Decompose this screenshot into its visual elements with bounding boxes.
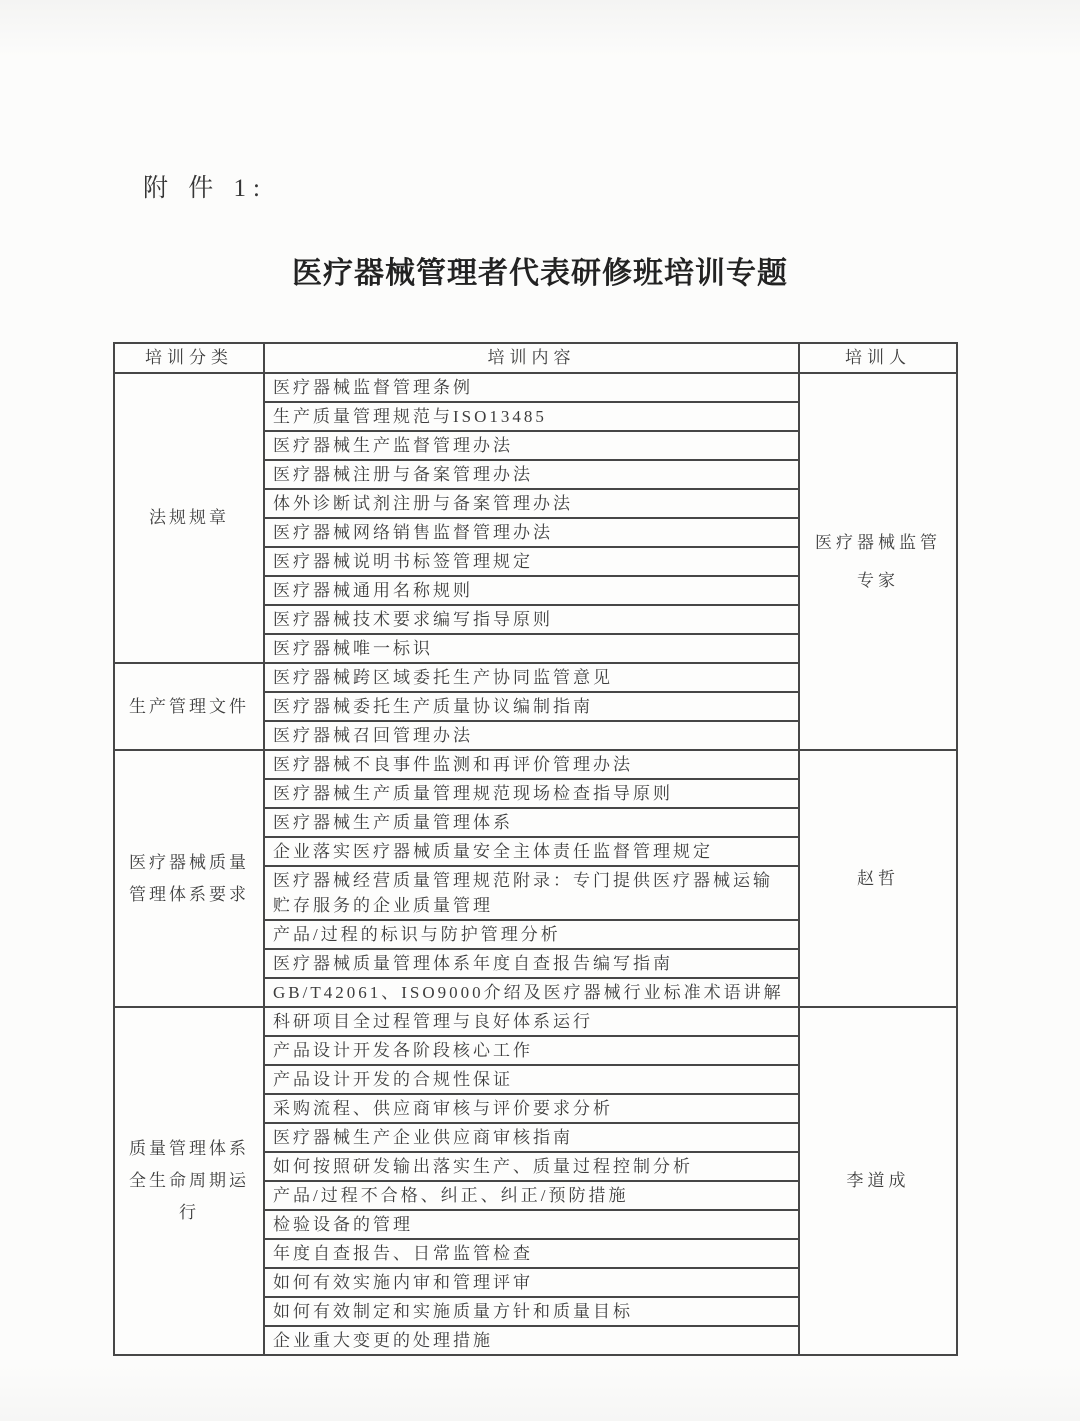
training-topics-table	[113, 342, 958, 1356]
document-title: 医疗器械管理者代表研修班培训专题	[292, 257, 788, 290]
content-cell: 医疗器械生产监督管理办法	[264, 431, 799, 460]
content-cell: 医疗器械生产企业供应商审核指南	[264, 1123, 799, 1152]
content-cell: 医疗器械质量管理体系年度自查报告编写指南	[264, 949, 799, 978]
content-cell: 医疗器械通用名称规则	[264, 576, 799, 605]
trainer-cell: 医疗器械监管专家	[799, 373, 957, 750]
content-cell: 如何有效实施内审和管理评审	[264, 1268, 799, 1297]
content-cell: 产品/过程不合格、纠正、纠正/预防措施	[264, 1181, 799, 1210]
content-cell: 医疗器械注册与备案管理办法	[264, 460, 799, 489]
content-cell: 体外诊断试剂注册与备案管理办法	[264, 489, 799, 518]
content-cell: 如何按照研发输出落实生产、质量过程控制分析	[264, 1152, 799, 1181]
content-cell: 检验设备的管理	[264, 1210, 799, 1239]
content-cell: 医疗器械技术要求编写指导原则	[264, 605, 799, 634]
content-cell: 医疗器械唯一标识	[264, 634, 799, 663]
content-cell: 医疗器械说明书标签管理规定	[264, 547, 799, 576]
content-cell: 医疗器械经营质量管理规范附录：专门提供医疗器械运输贮存服务的企业质量管理	[264, 866, 799, 920]
table-body	[114, 373, 957, 1355]
content-cell: 医疗器械不良事件监测和再评价管理办法	[264, 750, 799, 779]
content-cell: 产品设计开发的合规性保证	[264, 1065, 799, 1094]
content-cell: 年度自查报告、日常监管检查	[264, 1239, 799, 1268]
content-cell: 医疗器械跨区域委托生产协同监管意见	[264, 663, 799, 692]
content-cell: 医疗器械生产质量管理规范现场检查指导原则	[264, 779, 799, 808]
content-cell: 企业重大变更的处理措施	[264, 1326, 799, 1355]
content-cell: 科研项目全过程管理与良好体系运行	[264, 1007, 799, 1036]
content-cell: GB/T42061、ISO9000介绍及医疗器械行业标准术语讲解	[264, 978, 799, 1007]
attachment-label: 附 件 1:	[143, 175, 267, 202]
table-header-row	[114, 343, 957, 373]
content-cell: 产品设计开发各阶段核心工作	[264, 1036, 799, 1065]
header-cell-category: 培训分类	[114, 343, 264, 373]
content-cell: 医疗器械召回管理办法	[264, 721, 799, 750]
table-row	[114, 750, 957, 779]
content-cell: 医疗器械监督管理条例	[264, 373, 799, 402]
content-cell: 医疗器械网络销售监督管理办法	[264, 518, 799, 547]
trainer-cell: 李道成	[799, 1007, 957, 1355]
content-cell: 企业落实医疗器械质量安全主体责任监督管理规定	[264, 837, 799, 866]
content-cell: 医疗器械委托生产质量协议编制指南	[264, 692, 799, 721]
category-cell: 生产管理文件	[114, 663, 264, 750]
category-cell: 医疗器械质量管理体系要求	[114, 750, 264, 1007]
category-cell: 质量管理体系全生命周期运行	[114, 1007, 264, 1355]
header-cell-content: 培训内容	[264, 343, 799, 373]
content-cell: 采购流程、供应商审核与评价要求分析	[264, 1094, 799, 1123]
category-cell: 法规规章	[114, 373, 264, 663]
table-row	[114, 373, 957, 402]
content-cell: 医疗器械生产质量管理体系	[264, 808, 799, 837]
trainer-cell: 赵哲	[799, 750, 957, 1007]
table-row	[114, 1007, 957, 1036]
content-cell: 如何有效制定和实施质量方针和质量目标	[264, 1297, 799, 1326]
content-cell: 生产质量管理规范与ISO13485	[264, 402, 799, 431]
content-cell: 产品/过程的标识与防护管理分析	[264, 920, 799, 949]
header-cell-trainer: 培训人	[799, 343, 957, 373]
